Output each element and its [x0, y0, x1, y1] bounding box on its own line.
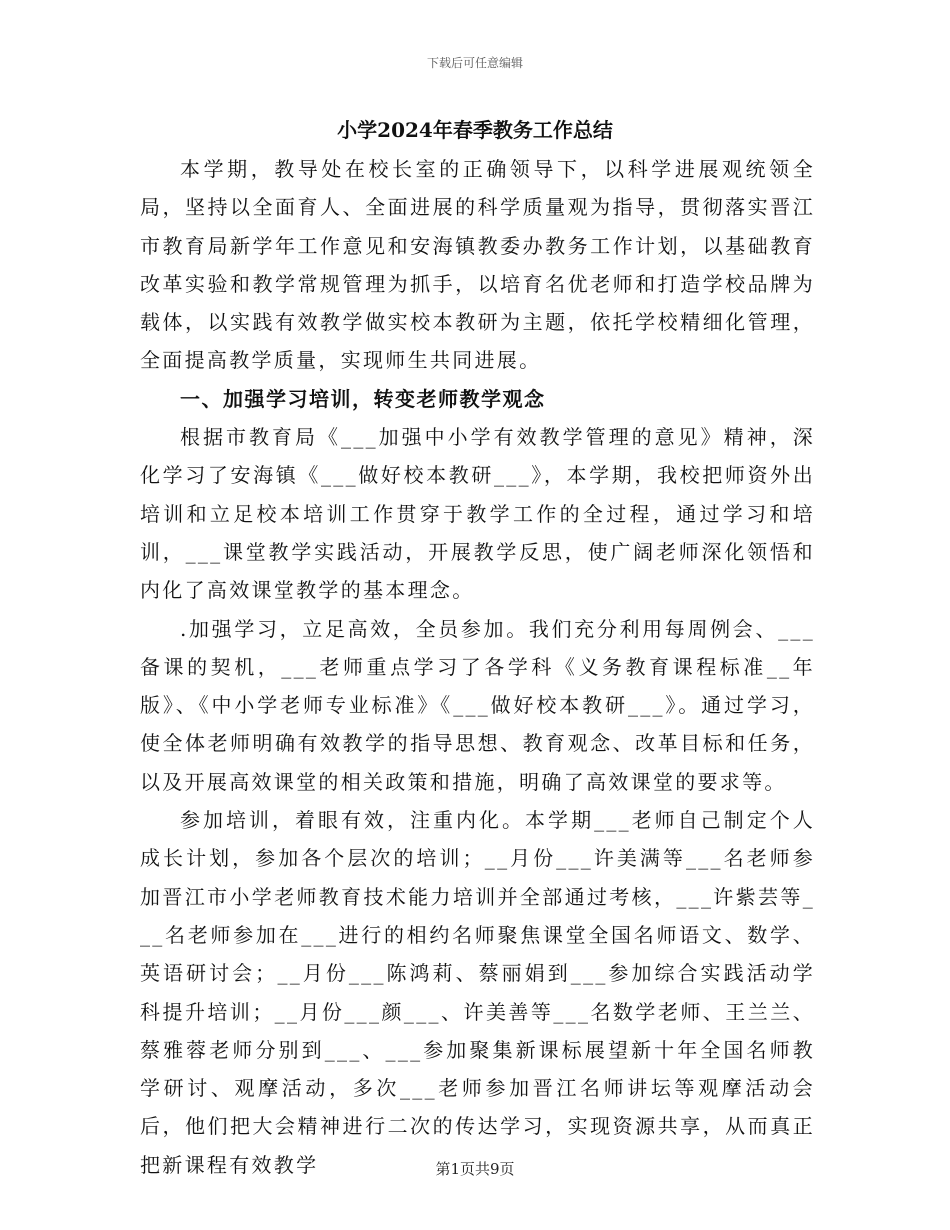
header-note: 下载后可任意编辑 [426, 56, 523, 70]
document-body [140, 150, 815, 1184]
page-number: 第1页共9页 [435, 1160, 515, 1178]
section-heading: 一、加强学习培训，转变老师教学观念 [180, 386, 546, 411]
body-paragraph: .加强学习，立足高效，全员参加。我们充分利用每周例会、___备课的契机，___老师重点学习了各学科《义务教育课程标准__年版》、《中小学老师专业标准》《___做好校本教研___》。通过学习，使全体老师明确有效教学的指导思想、教育观念、改革目标和任务，以及开展高效课堂的相关政策和措施，明确了高效课堂的要求等。 [140, 616, 815, 794]
document-title: 小学2024年春季教务工作总结 [337, 118, 613, 142]
intro-paragraph: 本学期，教导处在校长室的正确领导下，以科学进展观统领全局，坚持以全面育人、全面进展的科学质量观为指导，贯彻落实晋江市教育局新学年工作意见和安海镇教委办教务工作计划，以基础教育改革实验和教学常规管理为抓手，以培育名优老师和打造学校品牌为载体，以实践有效教学做实校本教研为主题，依托学校精细化管理，全面提高教学质量，实现师生共同进展。 [140, 157, 815, 373]
body-paragraph: 根据市教育局《___加强中小学有效教学管理的意见》精神，深化学习了安海镇《___做好校本教研___》，本学期，我校把师资外出培训和立足校本培训工作贯穿于教学工作的全过程，通过学习和培训，___课堂教学实践活动，开展教学反思，使广阔老师深化领悟和内化了高效课堂教学的基本理念。 [140, 425, 815, 603]
body-paragraph: 参加培训，着眼有效，注重内化。本学期___老师自己制定个人成长计划，参加各个层次的培训；__月份___许美满等___名老师参加晋江市小学老师教育技术能力培训并全部通过考核，___许紫芸等___名老师参加在___进行的相约名师聚焦课堂全国名师语文、数学、英语研讨会；__月份___陈鸿莉、蔡丽娟到___参加综合实践活动学科提升培训；__月份___颜___、许美善等___名数学老师、王兰兰、蔡雅蓉老师分别到___、___参加聚集新课标展望新十年全国名师教学研讨、观摩活动，多次___老师参加晋江名师讲坛等观摩活动会后，他们把大会精神进行二次的传达学习，实现资源共享，从而真正把新课程有效教学 [140, 808, 815, 1177]
